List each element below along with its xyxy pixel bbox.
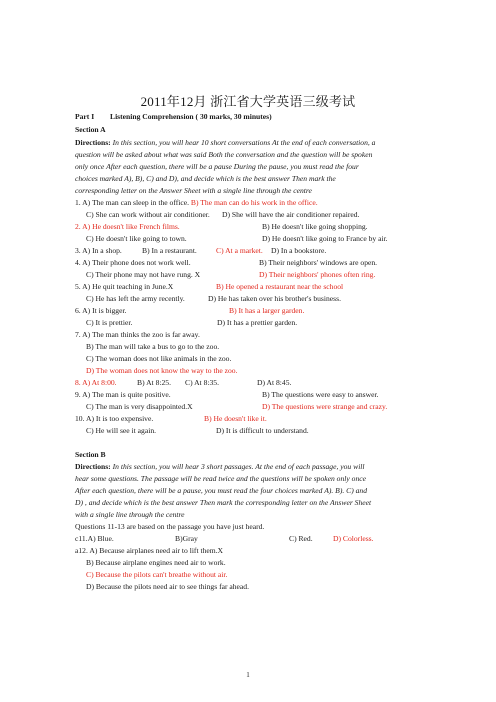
answer-option: 2. A) He doesn't like French films.	[75, 222, 180, 231]
answer-option: 8. A) At 8:00.	[75, 378, 117, 387]
question-10-row1	[75, 414, 267, 424]
option: B) He doesn't like going shopping.	[262, 222, 368, 231]
directions-b	[75, 462, 365, 472]
section-b-heading: Section B	[75, 450, 106, 459]
answer-option: B) He opened a restaurant near the school	[216, 282, 344, 291]
section-a-heading: Section A	[75, 125, 106, 134]
question-12-option-b: B) Because airplane engines need air to work.	[86, 558, 226, 567]
option: C) Red.	[289, 534, 313, 543]
directions-label: Directions:	[75, 138, 111, 147]
answer-option: B) The man can do his work in the office.	[189, 198, 318, 207]
option: C) He will see it again.	[86, 426, 157, 435]
directions-a-line: choices marked A), B), C) and D), and decide which is the best answer Then mark the	[75, 174, 336, 183]
question-12-option-d: D) Because the pilots need air to see things far ahead.	[86, 582, 249, 591]
question-6-row1	[75, 306, 305, 316]
question-11-row	[75, 534, 374, 544]
option: C) Their phone may not have rung. X	[86, 270, 201, 279]
directions-b-line: hear some questions. The passage will be read twice and the questions will be spoken only once	[75, 474, 366, 483]
option: D) She will have the air conditioner repaired.	[222, 210, 360, 219]
question-10-row2	[86, 426, 309, 436]
directions-a	[75, 138, 421, 148]
option: C) She can work without air conditioner.	[86, 210, 210, 219]
answer-option: B) He doesn't like it.	[204, 414, 267, 423]
question-7-option-c: C) The woman does not like animals in the zoo.	[86, 354, 232, 363]
directions-a-line: only once After each question, there will be a pause During the pause, you must read the four	[75, 162, 359, 171]
option: B) In a restaurant.	[142, 246, 197, 255]
option: 9. A) The man is quite positive.	[75, 390, 171, 399]
option: B) At 8:25.	[137, 378, 171, 387]
option: D) He doesn't like going to France by air.	[262, 234, 388, 243]
page-number: 1	[246, 671, 250, 679]
question-3-row	[75, 246, 327, 256]
part-label: Part I	[75, 112, 95, 121]
option: c11.A) Blue.	[75, 534, 114, 543]
option: C) He doesn't like going to town.	[86, 234, 187, 243]
option: D) It has a prettier garden.	[217, 318, 298, 327]
question-1-row1	[75, 198, 318, 208]
question-9-row1	[75, 390, 379, 400]
option: D) He has taken over his brother's business.	[208, 294, 341, 303]
directions-b-line: D) , and decide which is the best answer Then mark the corresponding letter on the Answer Sheet	[75, 498, 372, 507]
part-heading	[75, 112, 272, 122]
directions-b-line: with a single line through the centre	[75, 510, 185, 519]
option: B) The questions were easy to answer.	[262, 390, 379, 399]
option: 10. A) It is too expensive.	[75, 414, 154, 423]
directions-b-line: In this section, you will hear 3 short passages. At the end of each passage, you will	[110, 462, 365, 471]
question-8-row	[75, 378, 292, 388]
question-1-row2	[86, 210, 360, 220]
answer-option: D) Colorless.	[333, 534, 374, 543]
option: D) In a bookstore.	[271, 246, 327, 255]
option: C) It is prettier.	[86, 318, 133, 327]
option: 6. A) It is bigger.	[75, 306, 127, 315]
directions-label: Directions:	[75, 462, 111, 471]
questions-11-13-intro: Questions 11-13 are based on the passage you have just heard.	[75, 522, 265, 531]
question-5-row1	[75, 282, 344, 292]
option: 4. A) Their phone does not work well.	[75, 258, 191, 267]
question-2-row1	[75, 222, 368, 232]
option: D) It is difficult to understand.	[216, 426, 309, 435]
option: B)Gray	[175, 534, 198, 543]
question-7-option-a: 7. A) The man thinks the zoo is far away.	[75, 330, 200, 339]
question-4-row1	[75, 258, 378, 268]
question-4-row2	[86, 270, 376, 280]
question-2-row2	[86, 234, 388, 244]
part-title: Listening Comprehension ( 30 marks, 30 minutes)	[110, 112, 272, 121]
option: 5. A) He quit teaching in June.X	[75, 282, 174, 291]
option: D) At 8:45.	[257, 378, 292, 387]
question-5-row2	[86, 294, 341, 304]
option: C) At 8:35.	[185, 378, 219, 387]
question-6-row2	[86, 318, 298, 328]
answer-option: C) At a market.	[216, 246, 263, 255]
directions-a-line: question will be asked about what was said Both the conversation and the question will be spoken	[75, 150, 373, 159]
option: C) The man is very disappointed.X	[86, 402, 193, 411]
question-12-option-a: a12. A) Because airplanes need air to lift them.X	[75, 546, 224, 555]
answer-option: D) The questions were strange and crazy.	[262, 402, 388, 411]
option: B) Their neighbors' windows are open.	[259, 258, 378, 267]
directions-a-line: corresponding letter on the Answer Sheet with a single line through the centre	[75, 186, 312, 195]
question-12-answer: C) Because the pilots can't breathe without air.	[86, 570, 228, 579]
option: C) He has left the army recently.	[86, 294, 185, 303]
answer-option: B) It has a larger garden.	[229, 306, 305, 315]
question-9-row2	[86, 402, 388, 412]
option: 3. A) In a shop.	[75, 246, 122, 255]
option: 1. A) The man can sleep in the office.	[75, 198, 190, 207]
directions-b-line: After each question, there will be a pause, you must read the four choices marked A). B). C) and	[75, 486, 368, 495]
directions-a-line: In this section, you will hear 10 short conversations At the end of each conversation, a	[110, 138, 376, 147]
page-title: 2011年12月 浙江省大学英语三级考试	[140, 94, 356, 109]
question-7-answer: D) The woman does not know the way to the zoo.	[86, 366, 238, 375]
answer-option: D) Their neighbors' phones often ring.	[259, 270, 376, 279]
question-7-option-b: B) The man will take a bus to go to the zoo.	[86, 342, 220, 351]
